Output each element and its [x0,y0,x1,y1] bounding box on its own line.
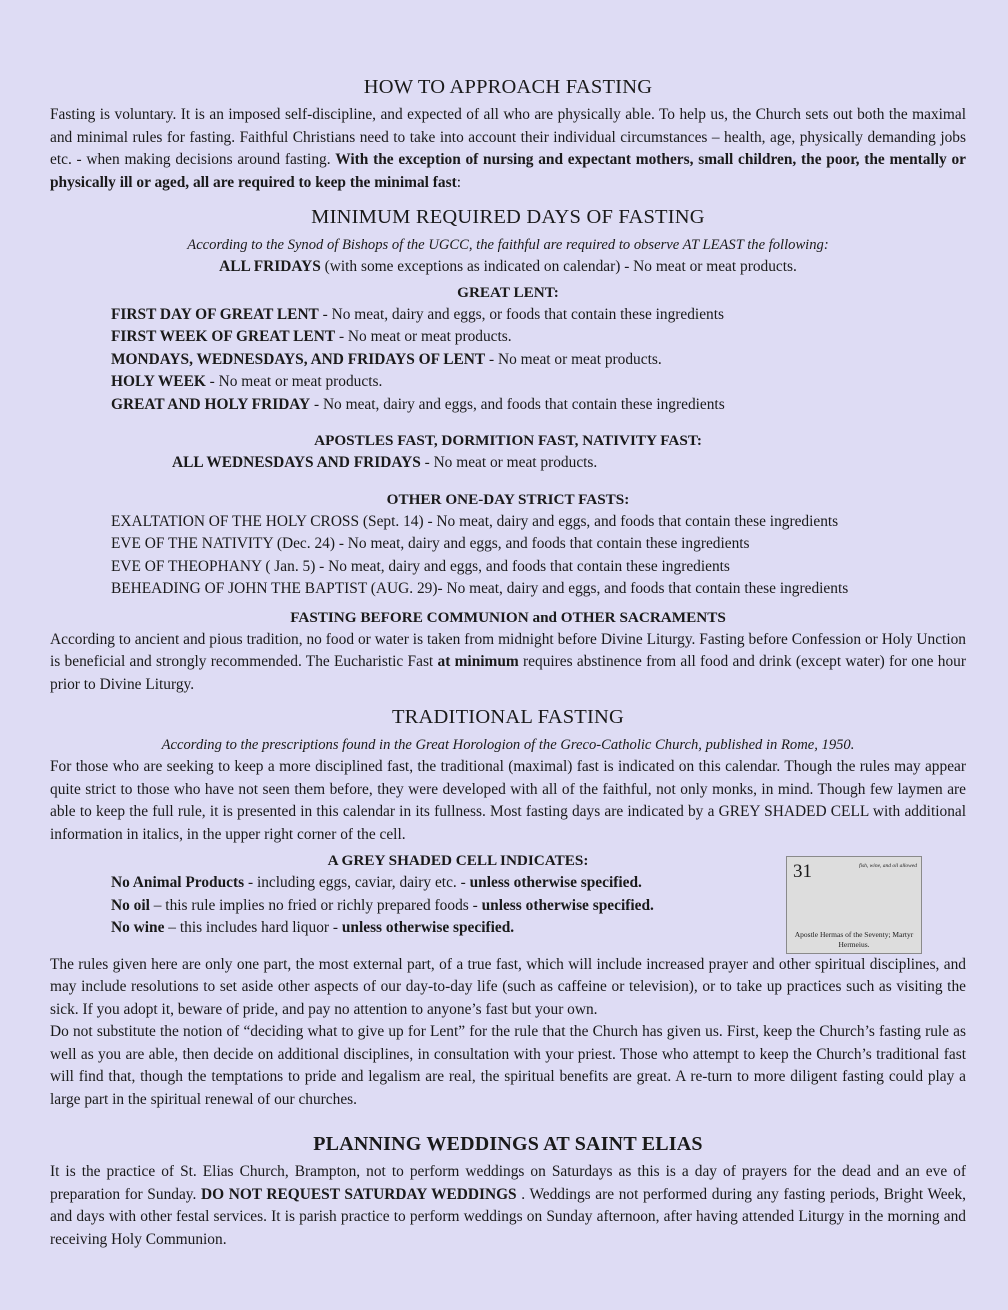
approach-text: Fasting is voluntary. It is an imposed self-discipline, and expected of all who are physically able. To help us, the Church sets out both the maximal and minimal rules for fasting. Faithful Christians need to take into account their individual circumstances – health, age, physically demanding jobs etc. - when making decisions around fasting. [50,106,966,168]
communion-heading: FASTING BEFORE COMMUNION and OTHER SACRAMENTS [290,608,726,626]
sample-cell-note: fish, wine, and oil allowed [858,863,917,869]
grey-cell-rule-text: - including eggs, caviar, dairy etc. - [244,874,470,891]
one-day-heading: OTHER ONE-DAY STRICT FASTS: [386,490,630,508]
weddings-text-end: . Weddings are not performed during any fasting periods, Bright Week, and days with other festal services. It is parish practice to perform weddings on Sunday afternoon, after having attended Liturgy in the morning and receiving Holy Communion. [50,1185,966,1248]
lent-rule-text: - No meat or meat products. [485,350,662,368]
one-day-rule: EXALTATION OF THE HOLY CROSS (Sept. 14) - No meat, dairy and eggs, and foods that contain these ingredients [111,512,839,530]
lent-rule-label: MONDAYS, WEDNESDAYS, AND FRIDAYS OF LENT [111,350,486,368]
section-title-traditional: TRADITIONAL FASTING [391,706,625,728]
apostles-heading: APOSTLES FAST, DORMITION FAST, NATIVITY FAST: [314,432,702,449]
one-day-list [50,511,966,601]
traditional-paragraph: For those who are seeking to keep a more disciplined fast, the traditional (maximal) fast is indicated on this calendar. Though the rules may appear quite strict to those who have not seen them before, they were developed with all of the faithful, not only monks, in mind. Though few laymen are able to keep the full rule, it is presented in this calendar in its fullness. Most fasting days are indicated by a GREY SHADED CELL with additional information in italics, in the upper right corner of the cell. [50,758,966,843]
sample-cell-saint: Apostle Hermas of the Seventy; Martyr Hermeius. [794,930,914,949]
all-fridays-label: ALL FRIDAYS [219,258,321,275]
grey-cell-rule-label: No wine [111,919,165,936]
great-lent-list [50,304,966,417]
document-page [50,74,966,1251]
lent-rule [111,394,966,417]
lent-rule [111,371,966,394]
communion-paragraph [50,629,966,697]
grey-cell-rule-text: – this rule implies no fried or richly prepared foods - [149,896,482,914]
lent-rule-text: - No meat or meat products. [335,328,512,345]
traditional-subtitle: According to the prescriptions found in the Great Horologion of the Greco-Catholic Church, published in Rome, 1950. [161,737,855,753]
lent-rule-label: HOLY WEEK [111,373,206,390]
section-title-minimum: MINIMUM REQUIRED DAYS OF FASTING [311,206,705,228]
section-title-approach: HOW TO APPROACH FASTING [363,76,653,98]
approach-bold-text: With the exception of nursing and expectant mothers, small children, the poor, the mentally or physically ill or aged, all are required to keep the minimal fast [50,151,966,191]
lent-rule-label: GREAT AND HOLY FRIDAY [111,395,311,413]
approach-paragraph [50,104,966,194]
sample-cell-day: 31 [793,861,812,882]
one-day-rule: EVE OF THE NATIVITY (Dec. 24) - No meat, dairy and eggs, and foods that contain these ingredients [111,535,750,552]
grey-cell-rule-exception: unless otherwise specified. [469,874,642,891]
apostles-rule-text: - No meat or meat products. [420,454,598,471]
rules-paragraph-2: Do not substitute the notion of “deciding what to give up for Lent” for the rule that the Church has given us. First, keep the Church’s fasting rule as well as you are able, then decide on additional disciplines, in consultation with your priest. Those who attempt to keep the Church’s traditional fast will find that, though the temptations to pride and legalism are real, the spiritual benefits are great. A re-turn to more diligent fasting could play a large part in the spiritual renewal of our churches. [50,1023,966,1108]
section-title-weddings: PLANNING WEDDINGS AT SAINT ELIAS [313,1133,703,1155]
lent-rule-text: - No meat, dairy and eggs, or foods that contain these ingredients [318,305,725,323]
grey-cell-rule-text: – this includes hard liquor - [164,919,342,936]
minimum-subtitle: According to the Synod of Bishops of the UGCC, the faithful are required to observe AT LEAST the following: [187,237,829,253]
grey-cell-heading: A GREY SHADED CELL INDICATES: [327,852,589,869]
lent-rule-text: - No meat or meat products. [205,373,383,390]
apostles-rule [50,452,966,475]
grey-cell-rule-exception: unless otherwise specified. [341,919,515,936]
one-day-rule: EVE OF THEOPHANY ( Jan. 5) - No meat, dairy and eggs, and foods that contain these ingredients [111,557,730,575]
communion-text: According to ancient and pious tradition, no food or water is taken from midnight before Divine Liturgy. Fasting before Confession or Holy Unction is beneficial and strongly recommended. The Eucharistic Fast [50,630,966,670]
grey-cell-rule-label: No Animal Products [111,874,245,891]
great-lent-heading: GREAT LENT: [457,283,559,301]
weddings-text: It is the practice of St. Elias Church, Brampton, not to perform weddings on Saturdays as this is a day of prayers for the dead and an eve of preparation for Sunday. [50,1163,966,1203]
lent-rule [111,349,966,372]
approach-end: : [456,173,461,191]
one-day-rule: BEHEADING OF JOHN THE BAPTIST (AUG. 29)- No meat, dairy and eggs, and foods that contain these ingredients [111,580,849,597]
lent-rule [111,304,966,327]
all-fridays-text: (with some exceptions as indicated on calendar) - No meat or meat products. [320,258,797,275]
weddings-bold: DO NOT REQUEST SATURDAY WEDDINGS [200,1185,517,1203]
sample-calendar-cell [786,856,922,954]
lent-rule-text: - No meat, dairy and eggs, and foods that contain these ingredients [310,395,725,413]
weddings-paragraph [50,1161,966,1251]
all-fridays-rule [50,256,966,279]
grey-cell-rule-exception: unless otherwise specified. [481,896,654,914]
rules-paragraph-1: The rules given here are only one part, the most external part, of a true fast, which will include increased prayer and other spiritual disciplines, and may include resolutions to set aside other aspects of our day-to-day life (such as caffeine or television), or to take up practices such as visiting the sick. If you adopt it, beware of pride, and pay no attention to anyone’s fast but your own. [50,955,966,1018]
lent-rule-label: FIRST DAY OF GREAT LENT [111,305,319,323]
apostles-rule-label: ALL WEDNESDAYS AND FRIDAYS [172,454,421,471]
lent-rule [111,326,966,349]
grey-cell-rule-label: No oil [111,896,150,914]
lent-rule-label: FIRST WEEK OF GREAT LENT [111,328,336,345]
communion-bold: at minimum [437,653,519,670]
communion-text-end: requires abstinence from all food and drink (except water) for one hour prior to Divine Liturgy. [50,653,966,693]
